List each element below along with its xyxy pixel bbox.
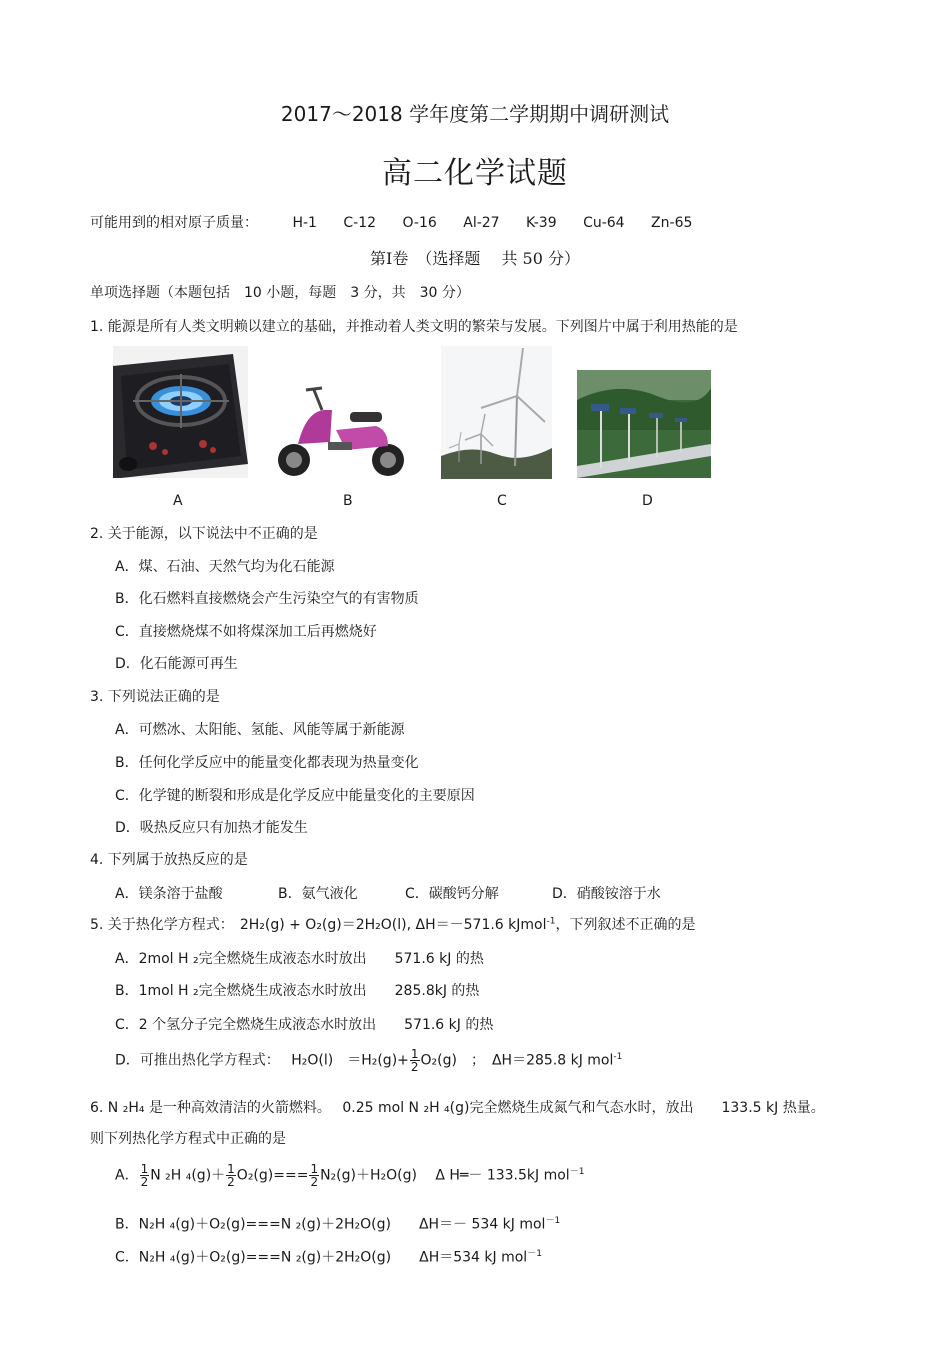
atomic-mass-item: H-1 [292,215,317,231]
question-2-option-b: B．化石燃料直接燃烧会产生污染空气的有害物质 [115,591,419,607]
atomic-mass-item: Zn-65 [651,215,693,231]
section-instructions: 单项选择题（本题包括 10 小题，每题 3 分，共 30 分） [90,285,470,301]
question-3-stem: 3. 下列说法正确的是 [90,689,220,705]
fraction-numerator: 1 [227,1162,235,1176]
question-3-option-a: A．可燃冰、太阳能、氢能、风能等属于新能源 [115,722,405,738]
question-6-option-b-text: B．N₂H ₄(g)＋O₂(g)===N ₂(g)＋2H₂O(g) ΔH＝－ 534 kJ mol [115,1216,546,1233]
question-6-option-c-exponent: －1 [527,1249,542,1259]
question-1-stem: 1. 能源是所有人类文明赖以建立的基础，并推动着人类文明的繁荣与发展。下列图片中属于利用热能的是 [90,319,738,335]
exam-header: 2017～2018 学年度第二学期期中调研测试 [280,102,670,126]
atomic-mass-item: O-16 [402,215,437,231]
fraction-denominator: 2 [410,1060,419,1074]
question-5-option-d-suffix: O₂(g) ； ΔH＝285.8 kJ mol [420,1052,614,1069]
fraction-one-half [226,1163,236,1188]
question-6-option-a-part3: N₂(g)＋H₂O(g) Δ H═－ 133.5kJ mol [320,1167,570,1184]
question-5-option-d [115,1048,622,1073]
question-2-stem: 2. 关于能源，以下说法中不正确的是 [90,526,318,542]
fraction-denominator: 2 [227,1175,235,1189]
exam-subject-title: 高二化学试题 [382,156,568,191]
question-6-option-c-text: C．N₂H ₄(g)＋O₂(g)===N ₂(g)＋2H₂O(g) ΔH＝534 kJ mol [115,1249,528,1266]
image-label-c: C [497,493,507,509]
fraction-numerator: 1 [410,1047,419,1061]
question-4-option-d: D．硝酸铵溶于水 [552,886,661,902]
question-6-option-a [115,1163,584,1188]
gas-stove-image [113,346,248,478]
atomic-mass-item: C-12 [343,215,377,231]
question-5-equation-exponent: -1 [546,916,556,927]
question-5-option-d-prefix: D．可推出热化学方程式： H₂O(l) ＝H₂(g)+ [115,1052,409,1069]
atomic-masses [90,212,714,232]
image-label-b: B [343,493,353,509]
question-6-option-a-label: A． [115,1167,139,1184]
fraction-one-half [140,1163,150,1188]
fraction-numerator: 1 [140,1162,149,1176]
fraction-numerator: 1 [310,1162,319,1176]
question-6-stem-line2: 则下列热化学方程式中正确的是 [90,1131,286,1147]
question-4-option-b: B．氨气液化 [278,886,358,902]
atomic-mass-item: Cu-64 [583,215,625,231]
fraction-one-half [309,1163,319,1188]
atomic-mass-item: K-39 [526,215,557,231]
question-2-option-c: C．直接燃烧煤不如将煤深加工后再燃烧好 [115,624,377,640]
fraction-denominator: 2 [140,1175,149,1189]
question-5-stem-suffix: ，下列叙述不正确的是 [555,917,696,933]
question-5-option-a: A．2mol H ₂完全燃烧生成液态水时放出 571.6 kJ 的热 [115,951,484,967]
question-5-option-b: B．1mol H ₂完全燃烧生成液态水时放出 285.8kJ 的热 [115,983,480,999]
wind-turbine-image [441,346,552,479]
question-3-option-d: D．吸热反应只有加热才能发生 [115,820,308,836]
fraction-one-half [410,1048,420,1073]
image-label-d: D [642,493,653,509]
question-4-option-a: A．镁条溶于盐酸 [115,886,223,902]
electric-scooter-image [276,382,411,480]
question-4-stem: 4. 下列属于放热反应的是 [90,852,248,868]
question-5-stem [90,914,695,934]
question-6-option-b [115,1213,560,1234]
question-3-option-b: B．任何化学反应中的能量变化都表现为热量变化 [115,755,419,771]
atomic-mass-item: Al-27 [463,215,500,231]
section-title: 第Ⅰ卷 （选择题 共 50 分） [370,249,580,268]
question-5-option-c: C．2 个氢分子完全燃烧生成液态水时放出 571.6 kJ 的热 [115,1017,494,1033]
question-6-option-a-exponent: －1 [569,1166,585,1177]
image-label-a: A [173,493,183,509]
question-5-equation: 2H₂(g) + O₂(g)＝2H₂O(l), ΔH＝－571.6 kJmol [239,917,547,933]
question-5-stem-prefix: 5. 关于热化学方程式： [90,917,234,933]
atomic-masses-label: 可能用到的相对原子质量： [90,215,258,231]
question-6-stem-line1: 6. N ₂H₄ 是一种高效清洁的火箭燃料。 0.25 mol N ₂H ₄(g)完全燃烧生成氮气和气态水时，放出 133.5 kJ 热量。 [90,1100,825,1116]
question-6-option-c [115,1246,542,1267]
solar-streetlight-image [577,370,711,478]
question-5-option-d-exponent: -1 [613,1051,623,1062]
fraction-denominator: 2 [310,1175,319,1189]
question-3-option-c: C．化学键的断裂和形成是化学反应中能量变化的主要原因 [115,788,475,804]
question-2-option-a: A．煤、石油、天然气均为化石能源 [115,559,335,575]
question-6-option-b-exponent: －1 [545,1216,561,1226]
question-4-option-c: C．碳酸钙分解 [405,886,499,902]
question-6-option-a-part2: O₂(g)=== [236,1167,309,1184]
question-2-option-d: D．化石能源可再生 [115,656,238,672]
question-6-option-a-part1: N ₂H ₄(g)＋ [150,1167,226,1184]
